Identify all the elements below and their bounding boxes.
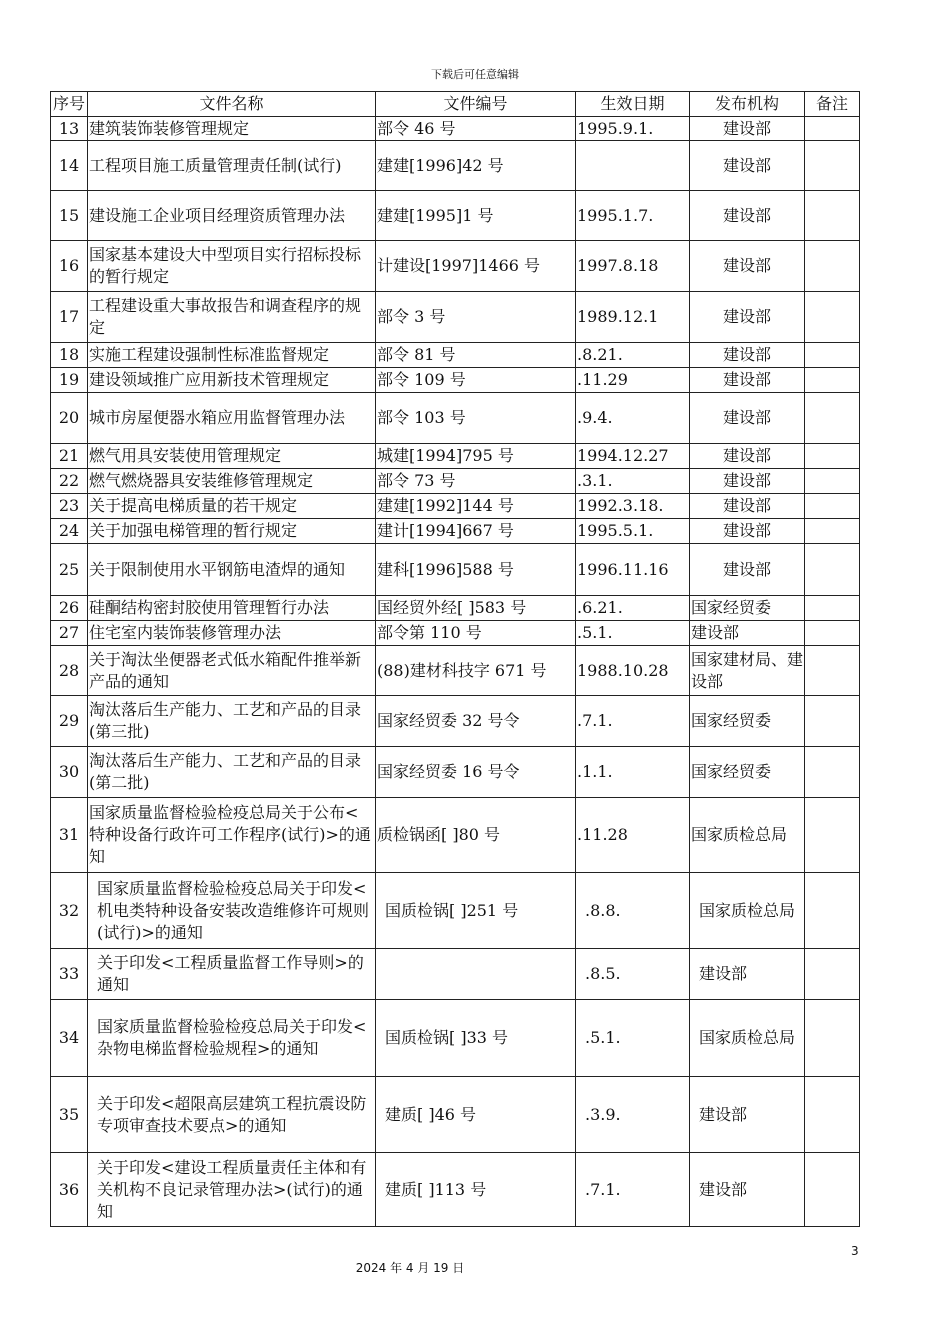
row-name: 淘汰落后生产能力、工艺和产品的目录(第三批)	[88, 696, 376, 747]
row-date: .11.28	[576, 798, 690, 873]
row-issuer: 建设部	[690, 949, 805, 1000]
row-note	[805, 191, 860, 241]
row-note	[805, 519, 860, 544]
row-name: 工程建设重大事故报告和调查程序的规定	[88, 292, 376, 343]
table-row	[51, 241, 860, 292]
column-header-code: 文件编号	[376, 92, 576, 117]
row-note	[805, 873, 860, 949]
row-issuer: 建设部	[690, 117, 805, 141]
row-name: 关于印发<超限高层建筑工程抗震设防专项审查技术要点>的通知	[88, 1077, 376, 1153]
row-no: 16	[51, 241, 88, 292]
row-issuer: 建设部	[690, 494, 805, 519]
row-issuer: 建设部	[690, 241, 805, 292]
row-code: 国经贸外经[ ]583 号	[376, 596, 576, 621]
row-date: 1995.9.1.	[576, 117, 690, 141]
row-issuer: 建设部	[690, 519, 805, 544]
row-code	[376, 949, 576, 1000]
row-date: .1.1.	[576, 747, 690, 798]
table-row	[51, 141, 860, 191]
row-code: 建科[1996]588 号	[376, 544, 576, 596]
row-date: 1989.12.1	[576, 292, 690, 343]
row-issuer: 建设部	[690, 393, 805, 444]
row-date: .8.5.	[576, 949, 690, 1000]
table-row	[51, 747, 860, 798]
row-issuer: 建设部	[690, 343, 805, 368]
row-date: .8.21.	[576, 343, 690, 368]
row-issuer: 国家质检总局	[690, 798, 805, 873]
row-issuer: 建设部	[690, 368, 805, 393]
row-date: .3.9.	[576, 1077, 690, 1153]
row-name: 国家质量监督检验检疫总局关于印发<机电类特种设备安装改造维修许可规则(试行)>的通知	[88, 873, 376, 949]
row-issuer: 建设部	[690, 1153, 805, 1227]
table-row	[51, 469, 860, 494]
row-name: 关于印发<建设工程质量责任主体和有关机构不良记录管理办法>(试行)的通知	[88, 1153, 376, 1227]
row-code: 建质[ ]113 号	[376, 1153, 576, 1227]
column-header-issuer: 发布机构	[690, 92, 805, 117]
row-code: 城建[1994]795 号	[376, 444, 576, 469]
row-name: 建设领域推广应用新技术管理规定	[88, 368, 376, 393]
row-no: 32	[51, 873, 88, 949]
row-note	[805, 117, 860, 141]
page-number: 3	[851, 1244, 859, 1258]
table-row	[51, 798, 860, 873]
row-code: 国质检锅[ ]251 号	[376, 873, 576, 949]
row-code: 建建[1996]42 号	[376, 141, 576, 191]
footer-date: 2024 年 4 月 19 日	[355, 1261, 465, 1275]
regulations-table	[50, 91, 860, 1227]
row-name: 国家质量监督检验检疫总局关于公布<特种设备行政许可工作程序(试行)>的通知	[88, 798, 376, 873]
row-no: 36	[51, 1153, 88, 1227]
row-note	[805, 596, 860, 621]
row-note	[805, 747, 860, 798]
column-header-no: 序号	[51, 92, 88, 117]
row-issuer: 建设部	[690, 292, 805, 343]
row-date: .7.1.	[576, 696, 690, 747]
row-date: 1992.3.18.	[576, 494, 690, 519]
row-code: 建建[1995]1 号	[376, 191, 576, 241]
row-name: 住宅室内装饰装修管理办法	[88, 621, 376, 646]
row-note	[805, 368, 860, 393]
row-issuer: 建设部	[690, 621, 805, 646]
row-issuer: 国家经贸委	[690, 596, 805, 621]
row-note	[805, 1153, 860, 1227]
row-date: 1988.10.28	[576, 646, 690, 696]
row-no: 24	[51, 519, 88, 544]
row-date: .9.4.	[576, 393, 690, 444]
row-date	[576, 141, 690, 191]
row-code: 部令 109 号	[376, 368, 576, 393]
row-name: 关于加强电梯管理的暂行规定	[88, 519, 376, 544]
row-no: 18	[51, 343, 88, 368]
row-note	[805, 646, 860, 696]
table-row	[51, 544, 860, 596]
row-issuer: 国家建材局、建设部	[690, 646, 805, 696]
row-name: 淘汰落后生产能力、工艺和产品的目录(第二批)	[88, 747, 376, 798]
row-note	[805, 343, 860, 368]
row-no: 14	[51, 141, 88, 191]
row-no: 17	[51, 292, 88, 343]
table-row	[51, 949, 860, 1000]
table-row	[51, 343, 860, 368]
row-note	[805, 1077, 860, 1153]
row-no: 19	[51, 368, 88, 393]
row-code: 部令 81 号	[376, 343, 576, 368]
row-no: 28	[51, 646, 88, 696]
row-name: 关于印发<工程质量监督工作导则>的通知	[88, 949, 376, 1000]
table-row	[51, 1077, 860, 1153]
table-row	[51, 1000, 860, 1077]
row-no: 26	[51, 596, 88, 621]
table-row	[51, 292, 860, 343]
row-name: 燃气燃烧器具安装维修管理规定	[88, 469, 376, 494]
row-no: 31	[51, 798, 88, 873]
row-note	[805, 949, 860, 1000]
table-row	[51, 1153, 860, 1227]
row-name: 工程项目施工质量管理责任制(试行)	[88, 141, 376, 191]
column-header-note: 备注	[805, 92, 860, 117]
header-note: 下载后可任意编辑	[431, 68, 519, 81]
table-row	[51, 393, 860, 444]
row-code: 部令 73 号	[376, 469, 576, 494]
row-no: 22	[51, 469, 88, 494]
row-date: 1996.11.16	[576, 544, 690, 596]
row-name: 关于提高电梯质量的若干规定	[88, 494, 376, 519]
row-note	[805, 544, 860, 596]
table-row	[51, 444, 860, 469]
row-no: 29	[51, 696, 88, 747]
row-code: 部令 3 号	[376, 292, 576, 343]
row-name: 关于限制使用水平钢筋电渣焊的通知	[88, 544, 376, 596]
row-issuer: 建设部	[690, 1077, 805, 1153]
row-no: 21	[51, 444, 88, 469]
row-note	[805, 494, 860, 519]
row-name: 硅酮结构密封胶使用管理暂行办法	[88, 596, 376, 621]
row-name: 城市房屋便器水箱应用监督管理办法	[88, 393, 376, 444]
row-code: 质检锅函[ ]80 号	[376, 798, 576, 873]
row-name: 国家基本建设大中型项目实行招标投标的暂行规定	[88, 241, 376, 292]
row-issuer: 国家经贸委	[690, 696, 805, 747]
row-no: 33	[51, 949, 88, 1000]
row-code: (88)建材科技字 671 号	[376, 646, 576, 696]
row-name: 燃气用具安装使用管理规定	[88, 444, 376, 469]
row-date: .5.1.	[576, 1000, 690, 1077]
table-header-row	[51, 92, 860, 117]
row-no: 34	[51, 1000, 88, 1077]
table-row	[51, 519, 860, 544]
row-no: 13	[51, 117, 88, 141]
row-note	[805, 798, 860, 873]
row-issuer: 国家质检总局	[690, 1000, 805, 1077]
row-issuer: 建设部	[690, 141, 805, 191]
row-name: 建筑装饰装修管理规定	[88, 117, 376, 141]
row-note	[805, 444, 860, 469]
row-date: 1995.5.1.	[576, 519, 690, 544]
row-issuer: 建设部	[690, 544, 805, 596]
row-date: .3.1.	[576, 469, 690, 494]
table-row	[51, 621, 860, 646]
row-no: 15	[51, 191, 88, 241]
table-row	[51, 873, 860, 949]
row-date: .5.1.	[576, 621, 690, 646]
row-code: 国质检锅[ ]33 号	[376, 1000, 576, 1077]
row-note	[805, 1000, 860, 1077]
row-no: 30	[51, 747, 88, 798]
row-no: 27	[51, 621, 88, 646]
row-note	[805, 621, 860, 646]
row-note	[805, 469, 860, 494]
row-code: 部令 103 号	[376, 393, 576, 444]
row-note	[805, 696, 860, 747]
row-code: 建质[ ]46 号	[376, 1077, 576, 1153]
table-row	[51, 646, 860, 696]
table-row	[51, 368, 860, 393]
row-note	[805, 141, 860, 191]
row-issuer: 建设部	[690, 444, 805, 469]
row-code: 部令 46 号	[376, 117, 576, 141]
row-code: 建计[1994]667 号	[376, 519, 576, 544]
row-no: 20	[51, 393, 88, 444]
row-note	[805, 393, 860, 444]
table-row	[51, 191, 860, 241]
row-date: .8.8.	[576, 873, 690, 949]
row-no: 23	[51, 494, 88, 519]
row-code: 建建[1992]144 号	[376, 494, 576, 519]
row-note	[805, 292, 860, 343]
row-issuer: 建设部	[690, 191, 805, 241]
table-row	[51, 117, 860, 141]
table-row	[51, 494, 860, 519]
row-name: 建设施工企业项目经理资质管理办法	[88, 191, 376, 241]
row-name: 国家质量监督检验检疫总局关于印发<杂物电梯监督检验规程>的通知	[88, 1000, 376, 1077]
column-header-date: 生效日期	[576, 92, 690, 117]
column-header-name: 文件名称	[88, 92, 376, 117]
table-row	[51, 596, 860, 621]
row-code: 国家经贸委 32 号令	[376, 696, 576, 747]
row-issuer: 建设部	[690, 469, 805, 494]
row-date: 1997.8.18	[576, 241, 690, 292]
row-issuer: 国家质检总局	[690, 873, 805, 949]
row-name: 关于淘汰坐便器老式低水箱配件推举新产品的通知	[88, 646, 376, 696]
row-code: 国家经贸委 16 号令	[376, 747, 576, 798]
row-issuer: 国家经贸委	[690, 747, 805, 798]
row-date: .6.21.	[576, 596, 690, 621]
row-code: 部令第 110 号	[376, 621, 576, 646]
row-no: 35	[51, 1077, 88, 1153]
row-date: .7.1.	[576, 1153, 690, 1227]
table-row	[51, 696, 860, 747]
row-code: 计建设[1997]1466 号	[376, 241, 576, 292]
row-note	[805, 241, 860, 292]
row-date: 1994.12.27	[576, 444, 690, 469]
row-date: .11.29	[576, 368, 690, 393]
row-name: 实施工程建设强制性标准监督规定	[88, 343, 376, 368]
row-date: 1995.1.7.	[576, 191, 690, 241]
row-no: 25	[51, 544, 88, 596]
